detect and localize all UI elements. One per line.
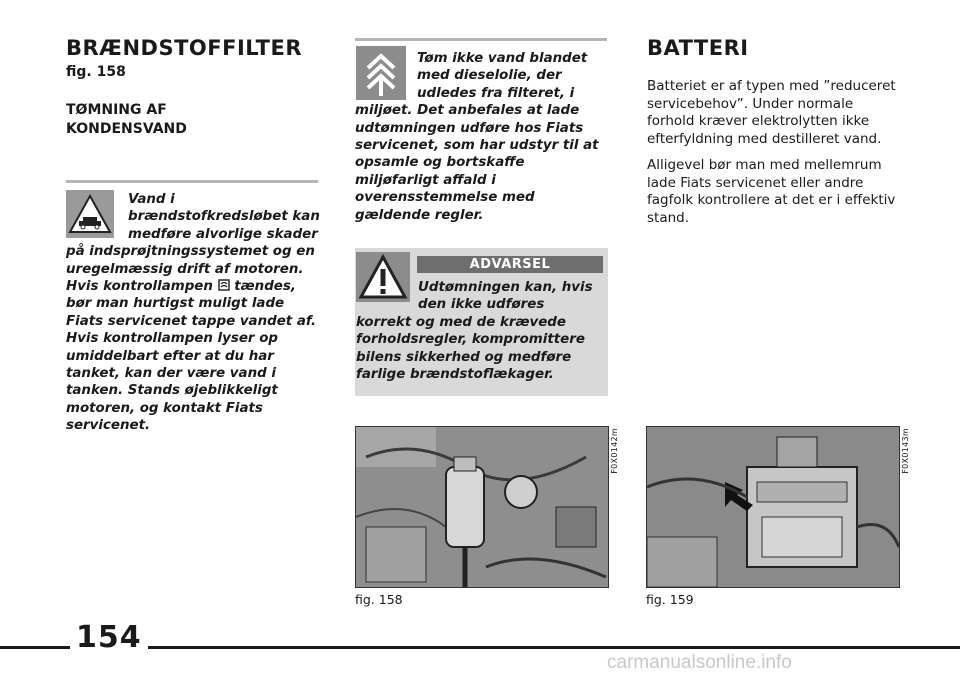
environment-note-text: Tøm ikke vand blandet med dieselolie, der udledes fra filteret, i miljøet. Det anbefales at lade udtømningen udføre hos Fiats servicenet, som har udstyr til at opsamle og bortskaffe miljøfarligt affald i overensstemmelse med gældende regler. <box>355 51 599 223</box>
figure-caption: fig. 158 <box>355 592 403 607</box>
section-title-battery: BATTERI <box>647 36 749 60</box>
battery-paragraph-1: Batteriet er af typen med ”reduceret servicebehov”. Under normale forhold kræver elektrolytten ikke efterfyldning med destilleret vand. <box>647 78 896 147</box>
battery-paragraph-2: Alligevel bør man med mellemrum lade Fiats servicenet eller andre fagfolk kontrollere at det er i effektiv stand. <box>647 157 896 226</box>
figure-caption: fig. 159 <box>646 592 694 607</box>
warning-divider <box>66 180 318 183</box>
advarsel-label: ADVARSEL <box>417 256 603 273</box>
env-note-divider <box>355 38 607 41</box>
water-in-fuel-lamp-icon <box>218 279 230 291</box>
figure-reference: fig. 158 <box>66 64 126 80</box>
watermark: carmanualsonline.info <box>607 652 792 673</box>
page-number: 154 <box>70 620 148 655</box>
figure-code: F0X0142m <box>610 428 619 474</box>
warning-water-text: Vand i brændstofkredsløbet kan medføre alvorlige skader på indsprøjtningssystemet og en uregelmæssig drift af motoren. Hvis kontrollampen tændes, bør man hurtigst muligt lade Fiats servicenet tappe vandet af. Hvis kontrollampen lyser op umiddelbart efter at du har tanket, kan der være vand i tanken. Stands øjeblikkeligt motoren, og kontakt Fiats servicenet. <box>66 192 320 434</box>
battery-photo <box>646 426 900 588</box>
subheading: TØMNING AF KONDENSVAND <box>66 102 187 137</box>
section-title-fuel-filter: BRÆNDSTOFFILTER <box>66 36 303 60</box>
advarsel-text: Udtømningen kan, hvis den ikke udføres korrekt og med de krævede forholdsregler, kompromittere bilens sikkerhed og medføre farlige brændstoflækager. <box>356 280 593 383</box>
fuel-filter-photo <box>355 426 609 588</box>
figure-code: F0X0143m <box>901 428 910 474</box>
